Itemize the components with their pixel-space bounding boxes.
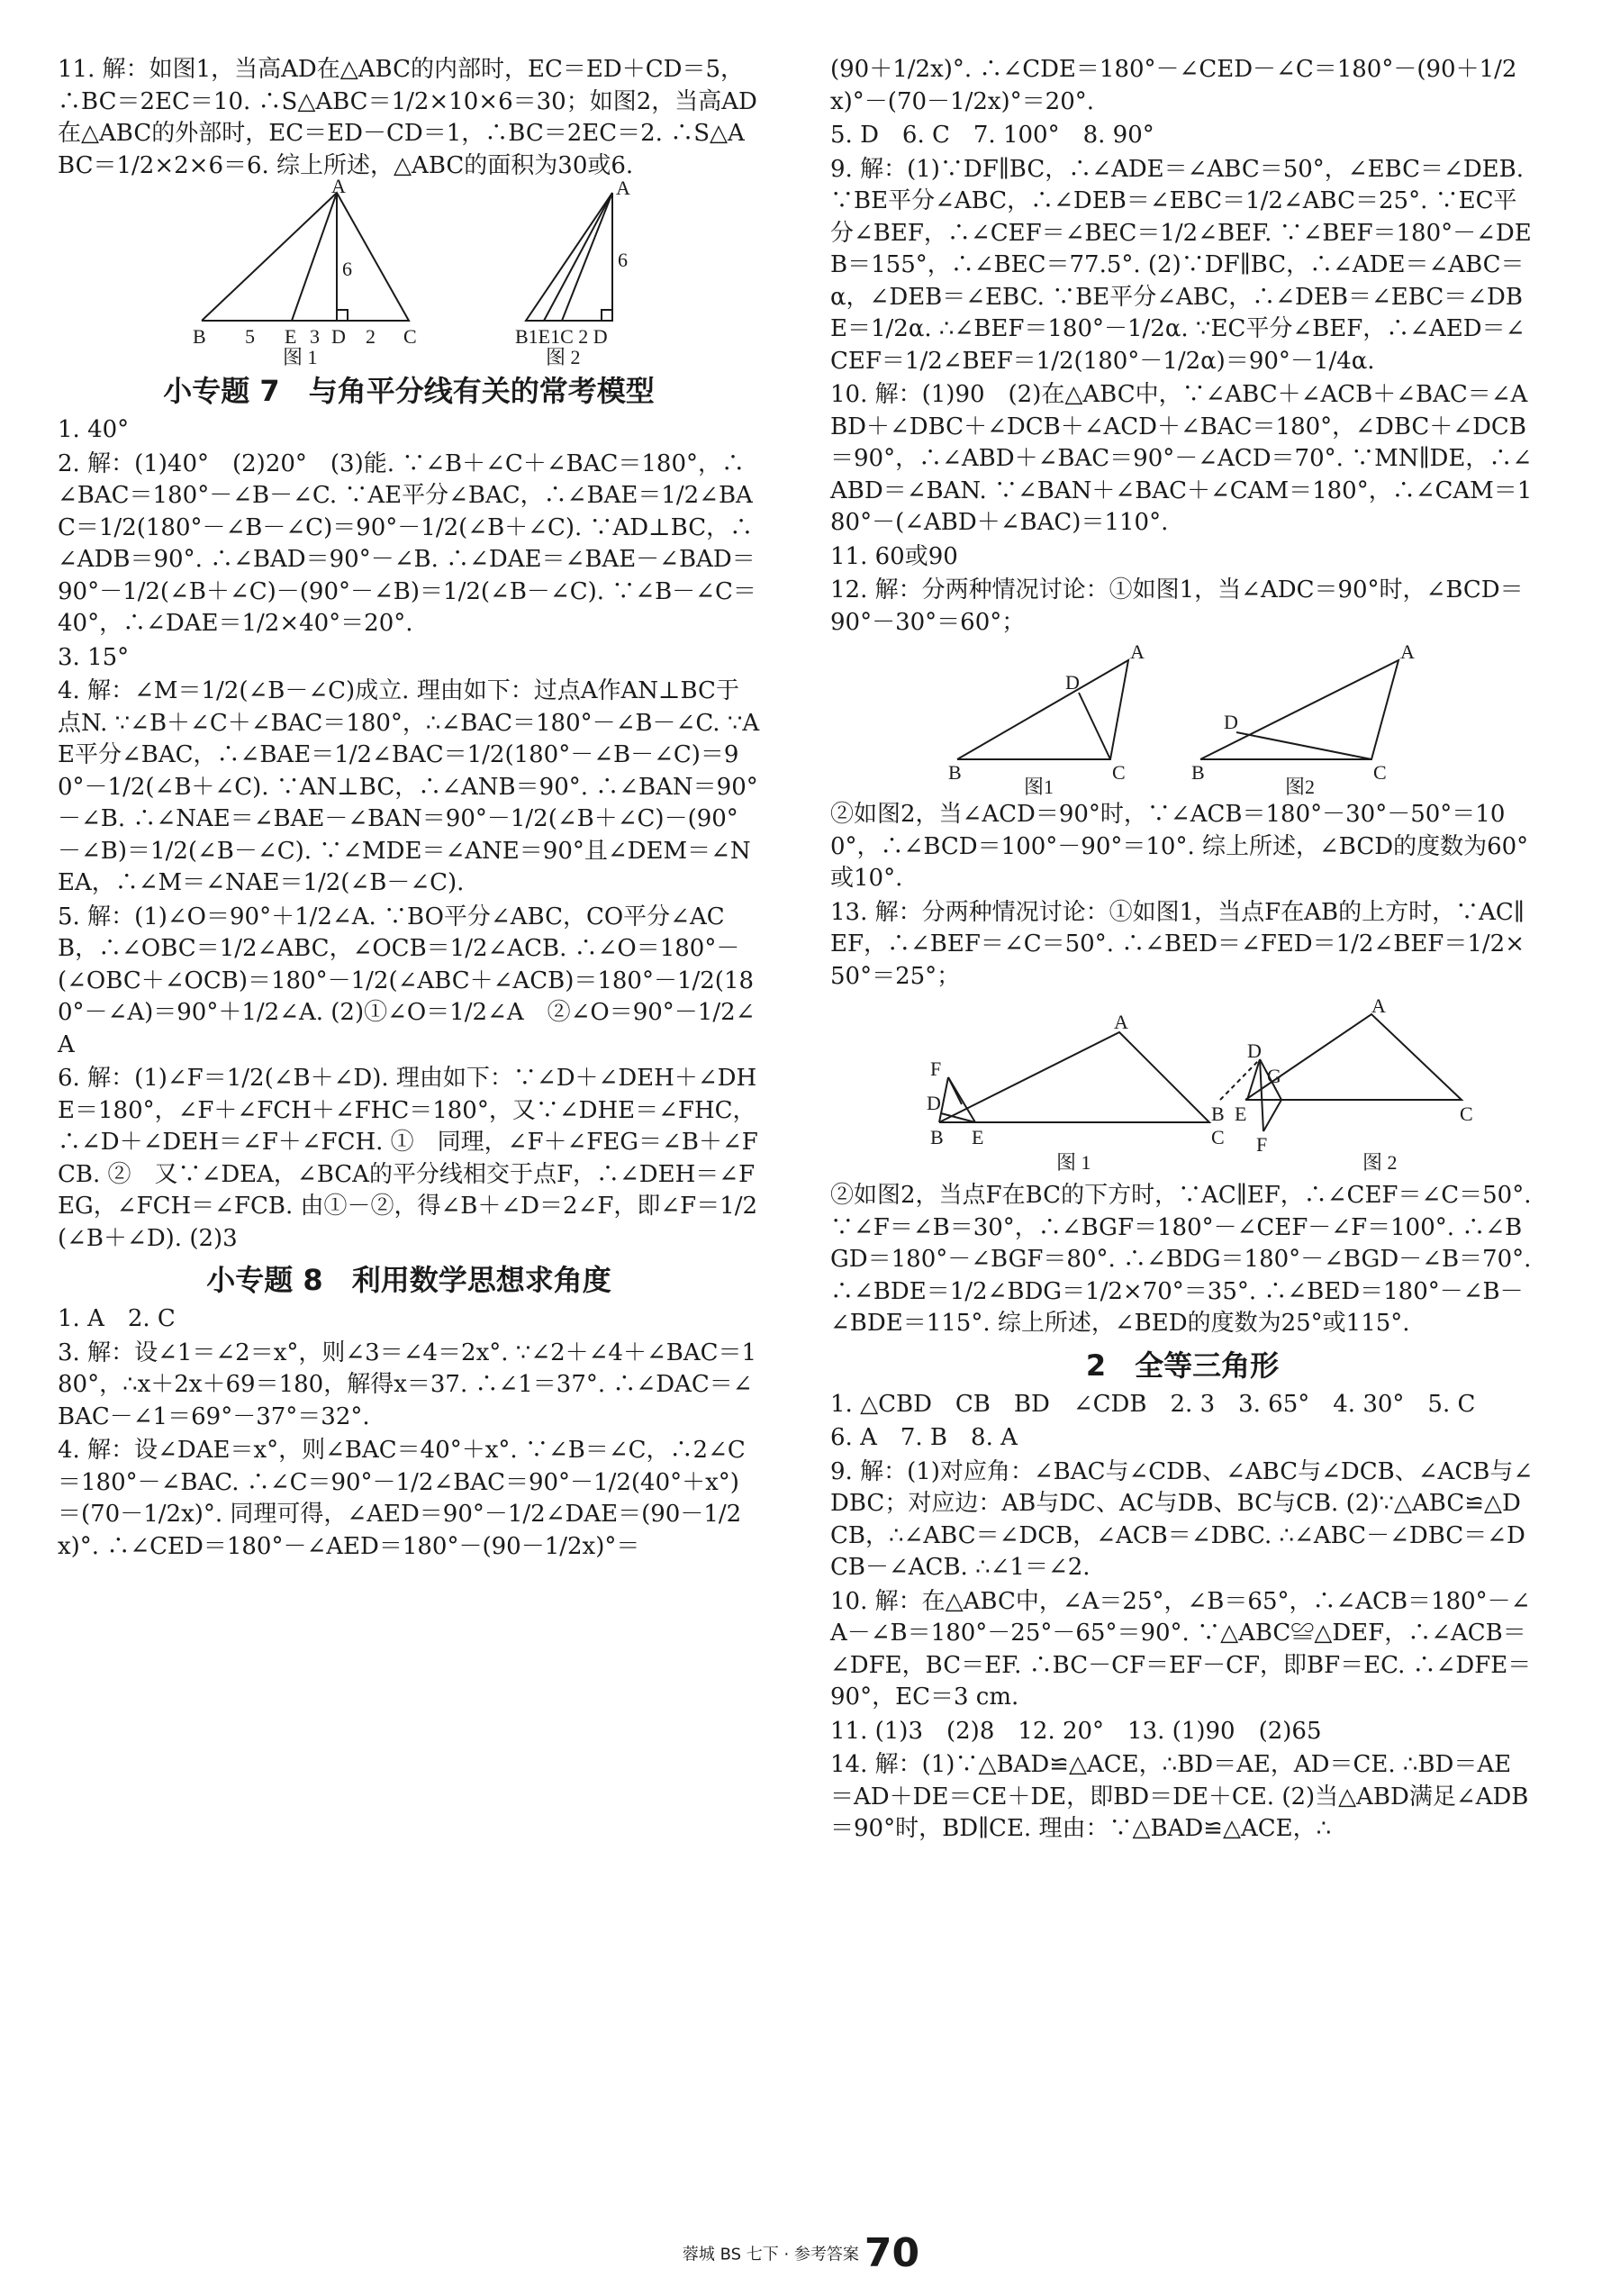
answer-item: 13. 解：分两种情况讨论：①如图1，当点F在AB的上方时，∵AC∥EF，∴∠BEF＝∠C＝50°. ∴∠BED＝∠FED＝1/2∠BEF＝1/2×50°＝25°； (830, 898, 1525, 990)
fig13-label: C (1211, 1126, 1225, 1148)
answer-11: 11. 解：如图1，当高AD在△ABC的内部时，EC＝ED＋CD＝5，∴BC＝2EC＝10. ∴S△ABC＝1/2×10×6＝30；如图2，当高AD在△ABC的外部时，EC＝ED－CD＝1，∴BC＝2EC＝2. ∴S△ABC＝1/2×2×6＝6. 综上所述，△ABC的面积为30或6. (58, 56, 757, 179)
fig12-label: C (1112, 761, 1126, 784)
fig11-label: B1E1C 2 D (515, 325, 608, 348)
page-number: 70 (864, 2230, 920, 2276)
section-heading: 2 全等三角形 (1085, 1348, 1280, 1383)
page-footer (0, 2230, 1602, 2276)
answer-item: 5. 解：(1)∠O＝90°＋1/2∠A. ∵BO平分∠ABC，CO平分∠ACB，∴∠OBC＝1/2∠ABC，∠OCB＝1/2∠ACB. ∴∠O＝180°－(∠OBC＋∠OCB)＝180°－1/2(∠ABC＋∠ACB)＝180°－1/2(180°－∠A)＝90°＋1/2∠A. (2)①∠O＝1/2∠A ②∠O＝90°－1/2∠A (58, 903, 756, 1058)
answer-item: 1. A 2. C (58, 1305, 176, 1332)
fig12-caption: 图1 (1024, 776, 1054, 798)
fig13-label: E (972, 1126, 984, 1148)
answer-item: 4. 解：∠M＝1/2(∠B－∠C)成立. 理由如下：过点A作AN⊥BC于点N. ∵∠B＋∠C＋∠BAC＝180°，∴∠BAC＝180°－∠B－∠C. ∵AE平分∠BAC，∴∠BAE＝1/2∠BAC＝1/2(180°－∠B－∠C)＝90°－1/2(∠B＋∠C). ∵AN⊥BC，∴∠ANB＝90°. ∴∠BAN＝90°－∠B. ∴∠NAE＝∠BAE－∠BAN＝90°－1/2(∠B＋∠C)－(90°－∠B)＝1/2(∠B－∠C). ∵∠MDE＝∠ANE＝90°且∠DEM＝∠NEA，∴∠M＝∠NAE＝1/2(∠B－∠C). (58, 677, 760, 896)
answer-item: 1. 40° (58, 416, 130, 443)
fig12-label: B (1191, 761, 1205, 784)
fig11-label: B (193, 325, 206, 348)
answer-item: 10. 解：(1)90 (2)在△ABC中，∵∠ABC＋∠ACB＋∠BAC＝∠ABD＋∠DBC＋∠DCB＋∠ACD＋∠BAC＝180°，∠DBC＋∠DCB＝90°，∴∠ABD＋∠BAC＝90°－∠ACD＝70°. ∵MN∥DE，∴∠ABD＝∠BAN. ∵∠BAN＋∠BAC＋∠CAM＝180°，∴∠CAM＝180°－(∠ABD＋∠BAC)＝110°. (830, 381, 1533, 536)
fig12-label: B (948, 761, 962, 784)
fig13-label: D (927, 1092, 941, 1114)
answer-item: 6. A 7. B 8. A (830, 1424, 1018, 1451)
fig11-label: A (616, 177, 630, 199)
right-column (830, 54, 1539, 1847)
figure-12 (930, 640, 1435, 798)
figure-11 (166, 175, 652, 368)
fig11-label: E (285, 325, 297, 348)
fig12-label: A (1400, 640, 1415, 663)
answer-item: 2. 解：(1)40° (2)20° (3)能. ∵∠B＋∠C＋∠BAC＝180°，∴∠BAC＝180°－∠B－∠C. ∵AE平分∠BAC，∴∠BAE＝1/2∠BAC＝1/2(180°－∠B－∠C)＝90°－1/2(∠B＋∠C). ∵AD⊥BC，∴∠ADB＝90°. ∴∠BAD＝90°－∠B. ∴∠DAE＝∠BAE－∠BAD＝90°－1/2(∠B＋∠C)－(90°－∠B)＝1/2(∠B－∠C). ∵∠B－∠C＝40°，∴∠DAE＝1/2×40°＝20°. (58, 449, 756, 637)
answer-item: 14. 解：(1)∵△BAD≌△ACE，∴BD＝AE，AD＝CE. ∴BD＝AE＝AD＋DE＝CE＋DE，即BD＝DE＋CE. (2)当△ABD满足∠ADB＝90°时，BD∥CE. 理由：∵△BAD≌△ACE，∴ (830, 1751, 1529, 1842)
fig11-label: 6 (342, 258, 352, 280)
fig13-label: F (1256, 1133, 1268, 1156)
answer-item: (90＋1/2x)°. ∴∠CDE＝180°－∠CED－∠C＝180°－(90＋1/2x)°－(70－1/2x)°＝20°. (830, 56, 1517, 115)
fig11-label: 5 (245, 325, 255, 348)
answer-item: 10. 解：在△ABC中，∠A＝25°，∠B＝65°，∴∠ACB＝180°－∠A－∠B＝180°－25°－65°＝90°. ∵△ABC≌△DEF，∴∠ACB＝∠DFE，BC＝EF. ∴BC－CF＝EF－CF，即BF＝EC. ∴∠DFE＝90°，EC＝3 cm. (830, 1587, 1532, 1711)
fig11-label: C (403, 325, 417, 348)
fig11-label: 3 (310, 325, 320, 348)
section-heading: 小专题 7 与角平分线有关的常考模型 (163, 374, 655, 408)
answer-item: 11. (1)3 (2)8 12. 20° 13. (1)90 (2)65 (830, 1717, 1322, 1745)
answer-item: 11. 60或90 (830, 542, 958, 570)
fig13-caption: 图 1 (1056, 1151, 1091, 1174)
fig13-label: B (930, 1126, 944, 1148)
fig12-caption: 图2 (1285, 776, 1316, 798)
fig11-label: A (331, 175, 346, 197)
answer-item: 12. 解：分两种情况讨论：①如图1，当∠ADC＝90°时，∠BCD＝90°－30°＝60°； (830, 576, 1524, 636)
fig12-label: D (1065, 671, 1080, 694)
answer-item: 3. 解：设∠1＝∠2＝x°，则∠3＝∠4＝2x°. ∵∠2＋∠4＋∠BAC＝180°，∴x＋2x＋69＝180，解得x＝37. ∴∠1＝37°. ∴∠DAC＝∠BAC－∠1＝69°－37°＝32°. (58, 1339, 757, 1430)
figure-13 (894, 996, 1471, 1176)
answer-item: 6. 解：(1)∠F＝1/2(∠B＋∠D). 理由如下：∵∠D＋∠DEH＋∠DHE＝180°，∠F＋∠FCH＋∠FHC＝180°，又∵∠DHE＝∠FHC，∴∠D＋∠DEH＝∠F＋∠FCH. ① 同理，∠F＋∠FEG＝∠B＋∠FCB. ② 又∵∠DEA，∠BCA的平分线相交于点F，∴∠DEH＝∠FEG，∠FCH＝∠FCB. 由①－②，得∠B＋∠D＝2∠F，即∠F＝1/2(∠B＋∠D). (2)3 (58, 1065, 758, 1252)
fig13-label: A (1114, 1011, 1128, 1033)
answer-item: 9. 解：(1)对应角：∠BAC与∠CDB、∠ABC与∠DCB、∠ACB与∠DBC；对应边：AB与DC、AC与DB、BC与CB. (2)∵△ABC≌△DCB，∴∠ABC＝∠DCB，∠ACB＝∠DBC. ∴∠ABC－∠DBC＝∠DCB－∠ACB. ∴∠1＝∠2. (830, 1457, 1534, 1581)
section-heading: 小专题 8 利用数学思想求角度 (206, 1263, 611, 1297)
answer-item: ②如图2，当点F在BC的下方时，∵AC∥EF，∴∠CEF＝∠C＝50°. ∵∠F＝∠B＝30°，∴∠BGF＝180°－∠CEF－∠F＝100°. ∴∠BGD＝180°－∠BGF＝80°. ∴∠BDG＝180°－∠BGD－∠B＝70°. ∴∠BDE＝1/2∠BDG＝1/2×70°＝35°. ∴∠BED＝180°－∠B－∠BDE＝115°. 综上所述，∠BED的度数为25°或115°. (830, 1182, 1539, 1337)
answer-item: ②如图2，当∠ACD＝90°时，∵∠ACB＝180°－30°－50°＝100°，∴∠BCD＝100°－90°＝10°. 综上所述，∠BCD的度数为60°或10°. (830, 801, 1529, 892)
fig12-label: C (1373, 761, 1387, 784)
fig12-label: A (1130, 640, 1145, 663)
fig11-caption: 图 1 (283, 346, 318, 368)
fig13-label: E (1235, 1103, 1247, 1125)
answer-item: 9. 解：(1)∵DF∥BC，∴∠ADE＝∠ABC＝50°，∠EBC＝∠DEB. ∵BE平分∠ABC，∴∠DEB＝∠EBC＝1/2∠ABC＝25°. ∵EC平分∠BEF，∴∠CEF＝∠BEC＝1/2∠BEF. ∵∠BEF＝180°－∠DEB＝155°，∴∠BEC＝77.5°. (2)∵DF∥BC，∴∠ADE＝∠ABC＝α，∠DEB＝∠EBC. ∵BE平分∠ABC，∴∠DEB＝∠EBC＝∠DBE＝1/2α. ∴∠BEF＝180°－1/2α. ∵EC平分∠BEF，∴∠AED＝∠CEF＝1/2∠BEF＝1/2(180°－1/2α)＝90°－1/4α. (830, 155, 1532, 375)
fig13-label: B (1211, 1103, 1225, 1125)
fig13-label: D (1247, 1039, 1262, 1062)
fig11-label: 2 (366, 325, 376, 348)
fig11-label: 6 (618, 249, 628, 271)
fig13-label: G (1267, 1065, 1281, 1087)
fig13-label: F (930, 1057, 942, 1080)
fig11-label: D (331, 325, 346, 348)
answer-item: 5. D 6. C 7. 100° 8. 90° (830, 122, 1154, 149)
answer-item: 4. 解：设∠DAE＝x°，则∠BAC＝40°＋x°. ∵∠B＝∠C，∴2∠C＝180°－∠BAC. ∴∠C＝90°－1/2∠BAC＝90°－1/2(40°＋x°)＝(70－1/2x)°. 同理可得，∠AED＝90°－1/2∠DAE＝(90－1/2x)°. ∴∠CED＝180°－∠AED＝180°－(90－1/2x)°＝ (58, 1437, 746, 1560)
fig13-label: A (1371, 994, 1386, 1017)
footer-text: 蓉城 BS 七下 · 参考答案 (682, 2245, 859, 2264)
fig11-caption: 图 2 (546, 346, 581, 368)
fig12-label: D (1224, 711, 1238, 733)
fig13-caption: 图 2 (1362, 1151, 1398, 1174)
answer-item: 3. 15° (58, 643, 130, 671)
answer-item: 1. △CBD CB BD ∠CDB 2. 3 3. 65° 4. 30° 5. C (830, 1390, 1476, 1418)
left-column (58, 54, 760, 1565)
fig13-label: C (1460, 1103, 1473, 1125)
